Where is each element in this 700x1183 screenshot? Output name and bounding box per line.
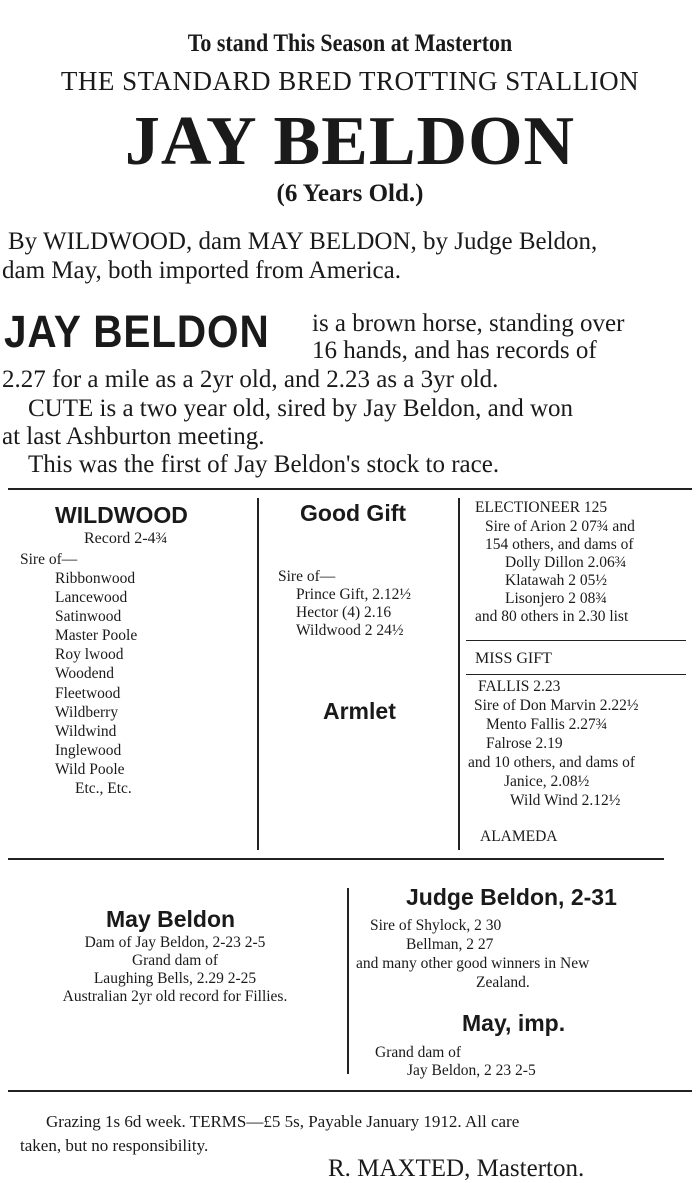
- list-item: Janice, 2.08½: [504, 773, 590, 790]
- list-item: Lisonjero 2 08¾: [505, 590, 608, 607]
- miss-gift-title: MISS GIFT: [475, 650, 552, 667]
- list-item: Ribbonwood: [55, 570, 136, 587]
- may-beldon-details: [0, 934, 350, 1006]
- list-item: Wildberry: [55, 703, 119, 721]
- list-item: and 10 others, and dams of: [468, 754, 636, 771]
- horse-age: (6 Years Old.): [276, 180, 424, 207]
- divider-bottom: [8, 1090, 692, 1092]
- good-gift-sire-of: Sire of—: [278, 568, 336, 585]
- electioneer-underline: [466, 640, 686, 641]
- wildwood-title: WILDWOOD: [55, 502, 188, 528]
- list-item: Wildwood 2 24½: [296, 622, 404, 639]
- fallis-details: [468, 696, 638, 810]
- list-item: and many other good winners in New: [356, 955, 590, 972]
- column-divider-1: [257, 498, 259, 850]
- list-item: Wildwind: [55, 722, 117, 740]
- pedigree-line-2: dam May, both imported from America.: [2, 257, 401, 284]
- list-item: Sire of Don Marvin 2.22½: [474, 697, 639, 714]
- list-item: and 80 others in 2.30 list: [475, 608, 629, 625]
- description-line-2: 16 hands, and has records of: [312, 337, 597, 364]
- description-line-6: This was the first of Jay Beldon's stock to race.: [28, 451, 500, 478]
- list-item: Lancewood: [55, 589, 128, 607]
- list-item: Prince Gift, 2.12½: [296, 586, 411, 603]
- alameda-title: ALAMEDA: [480, 828, 558, 845]
- season-heading: To stand This Season at Masterton: [187, 30, 513, 57]
- list-item: Klatawah 2 05½: [505, 572, 608, 589]
- divider-middle: [8, 858, 664, 860]
- wildwood-record: Record 2-4¾: [84, 530, 168, 547]
- good-gift-title: Good Gift: [300, 500, 407, 526]
- list-item: Fleetwood: [55, 684, 121, 702]
- list-item: Etc., Etc.: [75, 780, 132, 798]
- list-item: Australian 2yr old record for Fillies.: [62, 988, 288, 1005]
- electioneer-title: ELECTIONEER 125: [475, 499, 608, 516]
- description-line-3: 2.27 for a mile as a 2yr old, and 2.23 as a 3yr old.: [2, 366, 499, 393]
- list-item: Dolly Dillon 2.06¾: [505, 554, 627, 571]
- wildwood-offspring-list: [55, 569, 137, 798]
- list-item: 154 others, and dams of: [485, 536, 634, 553]
- stallion-heading: THE STANDARD BRED TROTTING STALLION: [60, 66, 640, 96]
- list-item: Jay Beldon, 2 23 2-5: [407, 1062, 536, 1079]
- description-line-1: is a brown horse, standing over: [312, 310, 625, 337]
- list-item: Sire of Shylock, 2 30: [370, 917, 502, 934]
- description-line-5: at last Ashburton meeting.: [2, 423, 265, 450]
- judge-beldon-title: Judge Beldon, 2-31: [406, 884, 617, 910]
- may-beldon-title: May Beldon: [106, 906, 236, 932]
- terms-line-2: taken, but no responsibility.: [20, 1136, 209, 1155]
- list-item: Roy lwood: [55, 646, 124, 664]
- judge-beldon-details: [356, 916, 589, 992]
- good-gift-offspring-list: [296, 586, 411, 640]
- list-item: Zealand.: [476, 974, 530, 991]
- list-item: Grand dam of: [131, 952, 219, 969]
- may-imp-details: [375, 1044, 536, 1080]
- list-item: Wild Poole: [55, 760, 125, 778]
- miss-gift-underline: [466, 674, 686, 675]
- list-item: Mento Fallis 2.27¾: [486, 716, 608, 733]
- list-item: Hector (4) 2.16: [296, 604, 392, 621]
- list-item: Grand dam of: [375, 1044, 462, 1061]
- list-item: Falrose 2.19: [486, 735, 563, 752]
- list-item: Woodend: [55, 665, 115, 683]
- armlet-title: Armlet: [323, 698, 396, 724]
- list-item: Sire of Arion 2 07¾ and: [485, 518, 635, 535]
- horse-name-title: JAY BELDON: [124, 103, 576, 180]
- terms-line-1: Grazing 1s 6d week. TERMS—£5 5s, Payable January 1912. All care: [46, 1112, 520, 1131]
- list-item: Dam of Jay Beldon, 2-23 2-5: [84, 934, 266, 951]
- wildwood-sire-of: Sire of—: [20, 551, 78, 568]
- pedigree-line-1: By WILDWOOD, dam MAY BELDON, by Judge Beldon,: [8, 228, 598, 255]
- column-divider-2: [458, 498, 460, 850]
- list-item: Satinwood: [55, 608, 122, 626]
- description-line-4: CUTE is a two year old, sired by Jay Beldon, and won: [28, 395, 574, 422]
- horse-name-inline: JAY BELDON: [4, 306, 270, 357]
- signature: R. MAXTED, Masterton.: [328, 1155, 585, 1182]
- list-item: Laughing Bells, 2.29 2-25: [93, 970, 257, 987]
- list-item: Bellman, 2 27: [406, 936, 494, 953]
- list-item: Inglewood: [55, 741, 122, 759]
- list-item: Master Poole: [55, 627, 138, 645]
- divider-top: [8, 488, 692, 490]
- electioneer-details: [475, 518, 635, 626]
- may-imp-title: May, imp.: [462, 1010, 566, 1036]
- list-item: Wild Wind 2.12½: [510, 792, 621, 809]
- fallis-title: FALLIS 2.23: [478, 678, 561, 695]
